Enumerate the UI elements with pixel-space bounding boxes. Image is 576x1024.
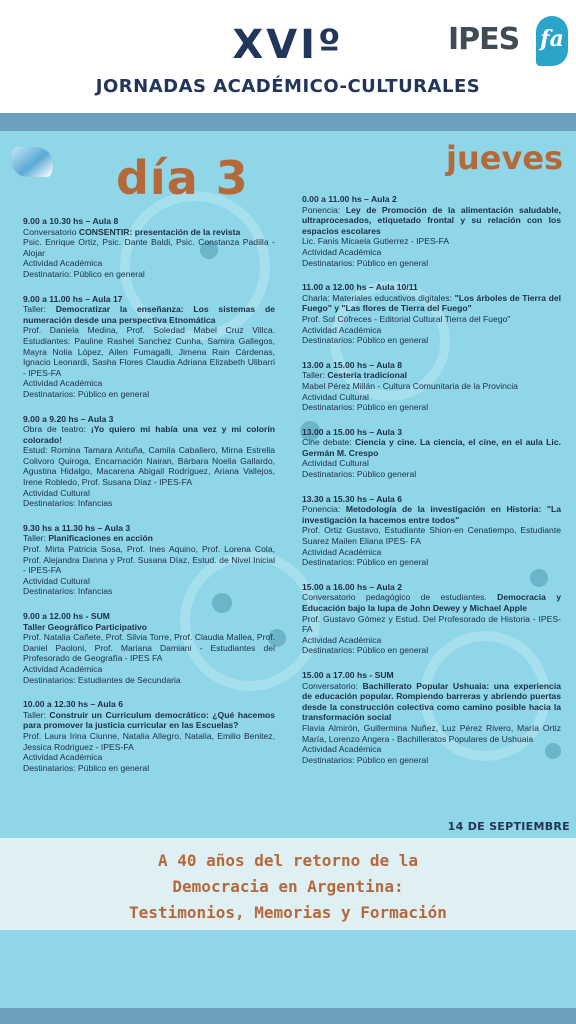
schedule-event	[302, 670, 561, 765]
event-time: 9.00 a 12.00 hs - SUM	[23, 611, 110, 621]
event-line: Destinatarios: Público en general	[302, 557, 429, 568]
event-type: Taller:	[302, 370, 328, 381]
weekday-label: jueves	[446, 139, 564, 177]
event-line: Prof. Gustavo Gómez y Estud. Del Profesorado de Historia - IPES-FA	[302, 613, 561, 635]
schedule-event	[23, 611, 275, 685]
event-line: Actividad Académica	[302, 634, 382, 645]
logo-mark-icon	[536, 16, 568, 66]
event-type: Conversatorio	[23, 226, 79, 237]
event-time: 9.30 hs a 11.30 hs – Aula 3	[23, 522, 131, 533]
footer-motto-line: Testimonios, Memorias y Formación	[129, 903, 447, 922]
event-time: 13.00 a 15.00 hs – Aula 3	[302, 426, 403, 437]
event-line: Estud: Romina Tamara Antuña, Camila Caballero, Mirna Estrella Colivoro Quiroga, Encarnación Nairan, Bárbara Noelia Gallardo, Agustina Hidalgo, Macarena Abigail Rodríguez, Ariana Vallejos, Irene Robledo, Prof. Susana Díaz - IPES-FA	[23, 445, 275, 488]
event-line: Actividad Académica	[302, 744, 382, 755]
event-time: 9.00 a 9.20 hs – Aula 3	[23, 413, 114, 424]
bottom-stripe	[0, 1008, 576, 1024]
schedule-column-left	[23, 216, 275, 787]
event-line: Prof. Ortiz Gustavo, Estudiante Shion-en Cenatiempo, Estudiante Suarez Mailen Eliana IPES- FA	[302, 525, 561, 547]
event-line	[23, 227, 275, 238]
event-line: Actividad Cultural	[302, 458, 369, 469]
event-title: Construir un Curriculum democrático: ¿Qué hacemos para promover la justicia curricular en las Escuelas?	[23, 709, 275, 731]
event-line: Flavia Almirón, Guillermina Nuñez, Luz Pérez Rivero, María Ortiz María, Lorenzo Angera - Bachilleratos Populares de Ushuaia	[302, 722, 561, 744]
event-type: Taller:	[23, 304, 56, 315]
schedule-event	[302, 427, 561, 480]
event-line	[302, 437, 561, 458]
edition-title: XVIº	[232, 22, 344, 68]
event-subtitle: JORNADAS ACADÉMICO-CULTURALES	[95, 76, 481, 97]
schedule-event	[302, 194, 561, 268]
event-line: Destinatarios: Público en general	[302, 645, 429, 656]
event-line: Destinatarios: Público general	[302, 469, 417, 480]
event-line	[302, 205, 561, 237]
schedule-event	[302, 494, 561, 568]
event-line	[302, 370, 561, 381]
event-title: Ley de Promoción de la alimentación saludable, ultraprocesados, etiquetado frontal y su relación con los espacios escolares	[302, 204, 561, 236]
argentina-emblem-icon	[8, 145, 56, 191]
event-line	[302, 681, 561, 723]
event-line	[23, 304, 275, 325]
schedule-event	[302, 360, 561, 413]
event-line: Mabel Pérez Millán - Cultura Comunitaria de la Provincia	[302, 380, 518, 391]
event-line: Actividad Académica	[302, 246, 382, 257]
event-line: Destinatarios: Público en general	[302, 257, 429, 268]
event-time: 15.00 a 16.00 hs – Aula 2	[302, 581, 403, 592]
event-line	[302, 592, 561, 613]
event-line	[23, 533, 275, 544]
event-type: Conversatorio:	[302, 680, 363, 691]
event-line: Taller Geográfico Participativo	[23, 621, 148, 632]
event-line: Psic. Enrique Ortiz, Psic. Dante Baldi, Psic. Constanza Padilla - Alojar	[23, 237, 275, 258]
program-area	[0, 131, 576, 838]
event-title: Bachillerato Popular Ushuaia: una experiencia de educación popular. Rompiendo barreras y abriendo puertas desde la construcción colectiva como camino posible hacia la transformación social	[302, 680, 561, 723]
footer-motto-line: Democracia en Argentina:	[172, 877, 404, 896]
event-line	[23, 710, 275, 731]
event-line: Prof. Sol Cófreces - Editorial Cultural Tierra del Fuego"	[302, 313, 511, 324]
footer-motto	[0, 848, 576, 926]
logo-mark-text: fa	[540, 26, 564, 52]
event-title: Planificaciones en acción	[48, 533, 153, 544]
event-line: Actividad Académica	[23, 258, 103, 269]
event-title: Cestería tradicional	[327, 370, 408, 381]
event-line: Actividad Académica	[302, 324, 382, 335]
event-time: 11.00 a 12.00 hs – Aula 10/11	[302, 282, 418, 293]
event-type: Obra de teatro:	[23, 424, 91, 435]
event-line: Prof. Laura Irina Ciunne, Natalia Allegro, Natalia, Emilio Benitez, Jessica Rodriguez - IPES-FA	[23, 730, 275, 752]
event-line: Lic. Fanis Micaela Gutierrez - IPES-FA	[302, 236, 450, 247]
event-time: 0.00 a 11.00 hs – Aula 2	[302, 194, 397, 204]
event-line: Actividad Cultural	[23, 575, 90, 586]
event-line: Actividad Cultural	[23, 487, 90, 498]
schedule-column-right	[302, 194, 561, 779]
event-type: Conversatorio pedagógico de estudiantes.	[302, 592, 498, 603]
schedule-event	[23, 523, 275, 597]
event-type: Charla: Materiales educativos digitales:	[302, 292, 455, 303]
event-line: Destinatarios: Público en general	[23, 762, 150, 773]
event-time: 10.00 a 12.30 hs – Aula 6	[23, 699, 124, 710]
event-line	[302, 293, 561, 314]
event-line: Prof. Mirta Patricia Sosa, Prof. Ines Aquino, Prof. Lorena Cola, Prof. Alejandra Danna y Prof. Susana Díaz, Estud. de Nivel Inicial - IPES-FA	[23, 544, 275, 576]
event-line: Destinatarios: Infancias	[23, 498, 113, 509]
event-type: Cine debate:	[302, 437, 356, 448]
event-line: Destinatarios: Público en general	[23, 388, 150, 399]
event-line: Actividad Académica	[23, 663, 103, 674]
event-line: Actividad Académica	[23, 378, 103, 389]
event-type: Taller:	[23, 709, 50, 720]
event-line: Destinatario: Público en general	[23, 268, 145, 279]
ipes-logo	[448, 16, 568, 68]
schedule-event	[23, 294, 275, 400]
day-label: día 3	[116, 151, 249, 205]
event-type: Ponencia:	[302, 504, 346, 515]
event-time: 9.00 a 10.30 hs – Aula 8	[23, 216, 119, 226]
schedule-event	[302, 282, 561, 346]
event-line: Actividad Cultural	[302, 391, 369, 402]
top-stripe	[0, 113, 576, 131]
event-time: 13.30 a 15.30 hs – Aula 6	[302, 493, 403, 504]
event-title: Metodología de la investigación en Historia: "La investigación la hacemos entre todos"	[302, 504, 561, 525]
footer-motto-line: A 40 años del retorno de la	[157, 851, 419, 870]
event-time: 15.00 a 17.00 hs - SUM	[302, 669, 394, 680]
event-line: Actividad Académica	[23, 752, 103, 763]
event-line: Prof. Daniela Medina, Prof. Soledad Mabel Cruz Villca. Estudiantes: Pauline Rashel Sanchez Cunha, Samira Gallegos, Mayra Nolia López, Ailen Fumagalli, Jimena Rain Cárdenas, Ignacio Leonardi, Sasha Flores Claudia Adriana Elizabeth Ulibarri - IPES-FA	[23, 325, 275, 378]
event-line: Destinatarios: Público en general	[302, 754, 429, 765]
event-time: 9.00 a 11.00 hs – Aula 17	[23, 293, 123, 304]
schedule-event	[23, 414, 275, 509]
schedule-event	[23, 699, 275, 773]
event-title: ¡Yo quiero mi había una vez y mi colorín colorado!	[23, 424, 275, 445]
event-line: Destinatarios: Público en general	[302, 402, 429, 413]
event-time: 13.00 a 15.00 hs – Aula 8	[302, 359, 403, 370]
header	[0, 0, 576, 113]
emblem-wing	[7, 147, 57, 177]
event-title: Democracia y Educación bajo la lupa de John Dewey y Michael Apple	[302, 592, 561, 613]
event-line	[302, 504, 561, 525]
event-line: Prof. Natalia Cañete, Prof. Silvia Torre, Prof. Claudia Mallea, Prof. Daniel Paoloni, Prof. Mariana Damiani - Estudiantes del Profesorado de Geografía - IPES FA	[23, 632, 275, 664]
event-line: Destinatarios: Infancias	[23, 586, 113, 597]
event-line: Actividad Académica	[302, 546, 382, 557]
schedule-event	[302, 582, 561, 656]
event-line: Destinatarios: Estudiantes de Secundaria	[23, 674, 181, 685]
event-title: Democratizar la enseñanza: Los sistemas de numeración desde una perspectiva Etnomática	[23, 304, 275, 325]
event-date: 14 DE SEPTIEMBRE	[447, 820, 570, 833]
logo-text: IPES	[448, 22, 520, 57]
event-type: Taller:	[23, 533, 49, 544]
event-title: "Los árboles de Tierra del Fuego" y "Las flores de Tierra del Fuego"	[302, 292, 561, 314]
event-line: Destinatarios: Público en general	[302, 335, 429, 346]
event-title: Ciencia y cine. La ciencia, el cine, en el aula Lic. Germán M. Crespo	[302, 437, 561, 458]
event-type: Ponencia:	[302, 204, 346, 215]
event-title: CONSENTIR: presentación de la revista	[78, 226, 241, 237]
schedule-event	[23, 216, 275, 280]
event-line	[23, 424, 275, 445]
